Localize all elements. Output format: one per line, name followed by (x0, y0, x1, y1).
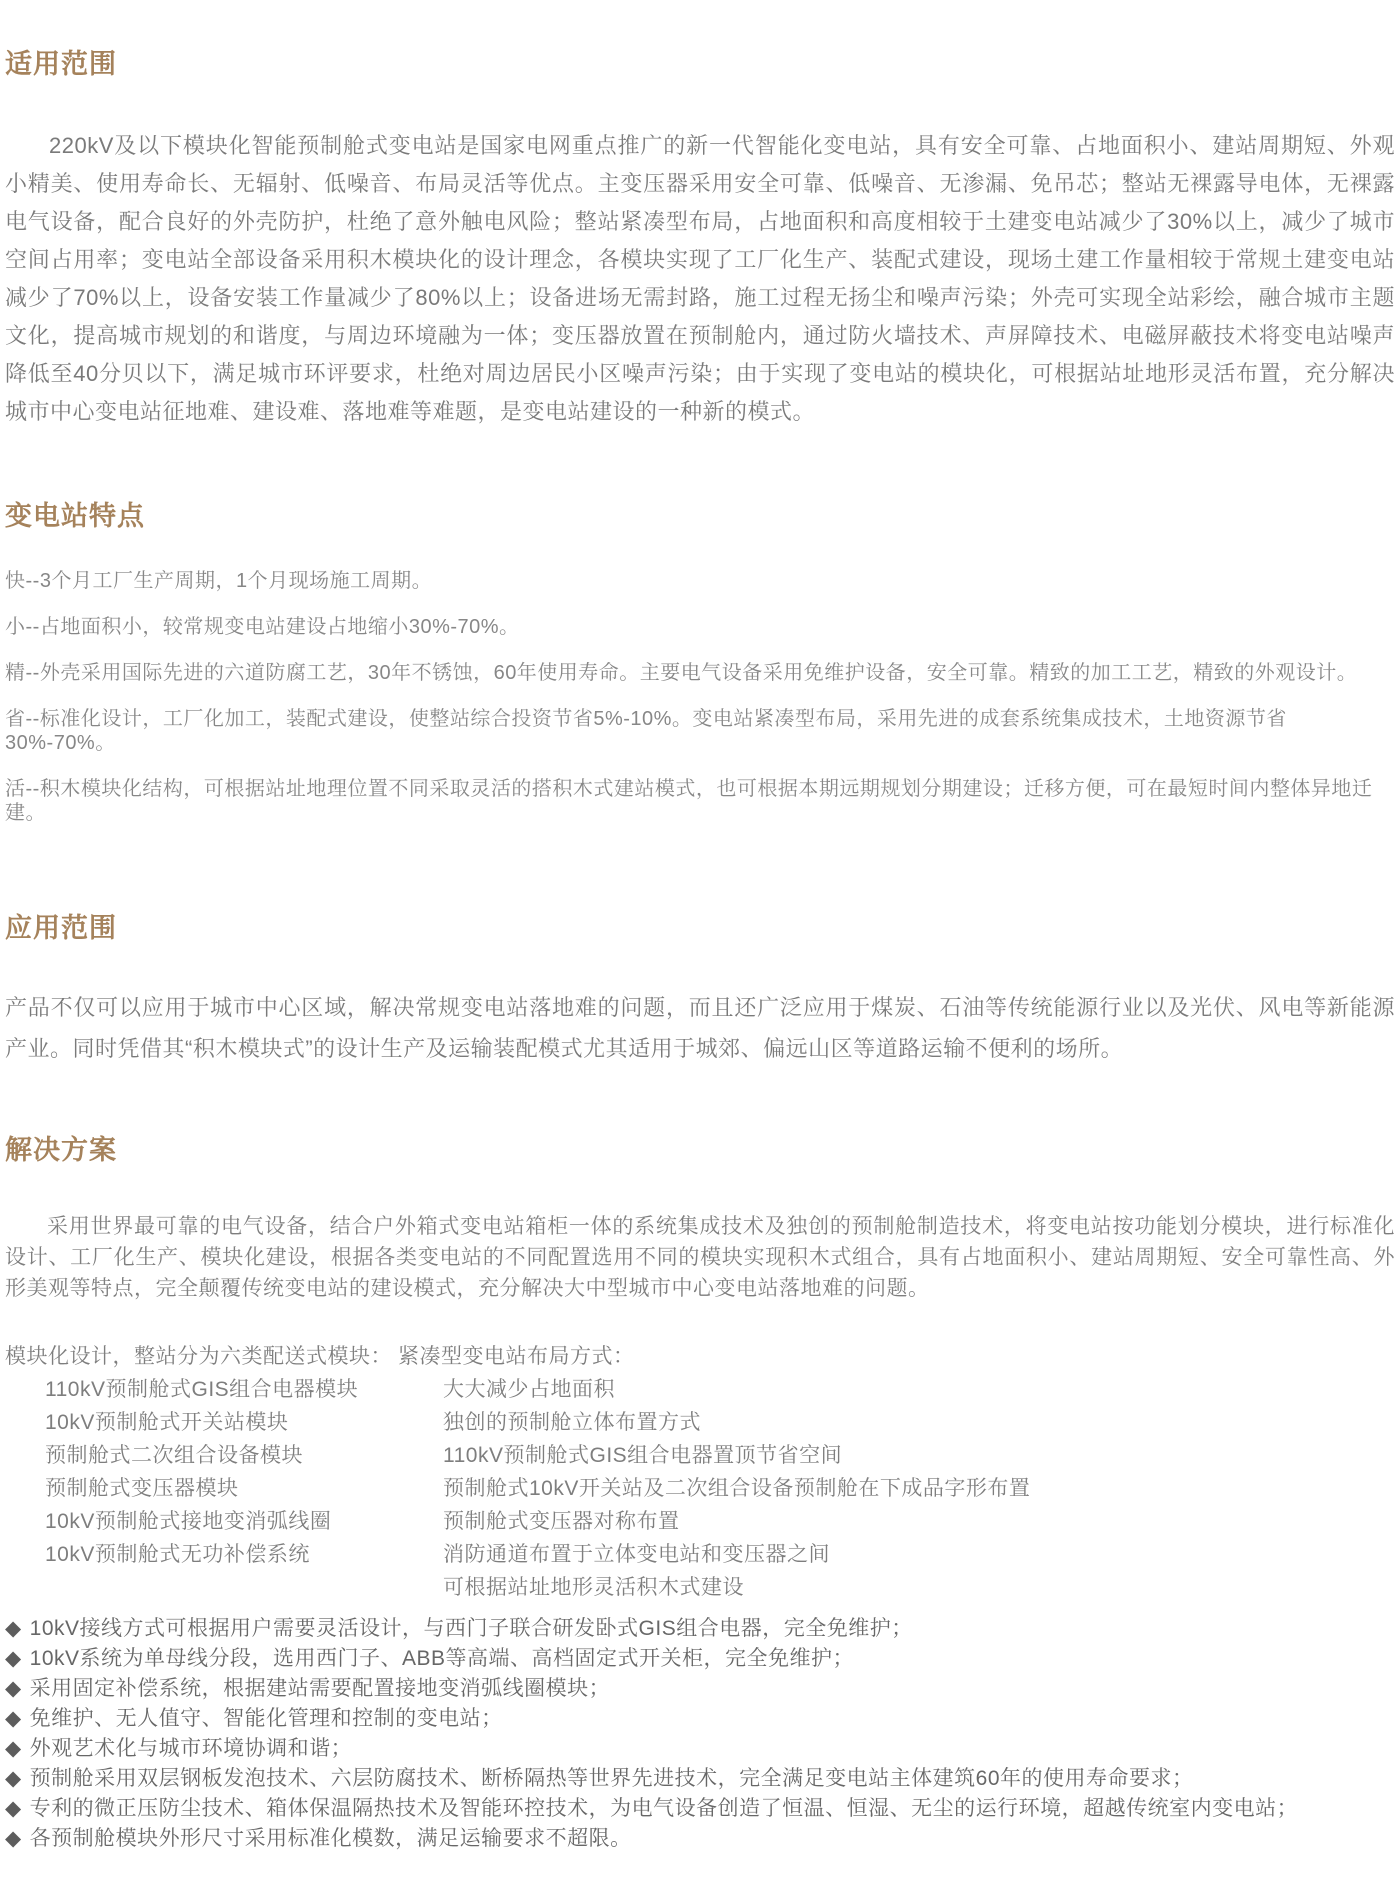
layout-header: 紧凑型变电站布局方式： (398, 1345, 635, 1369)
grid-row (5, 1571, 1395, 1604)
solution-point (5, 1734, 1395, 1764)
grid-row (5, 1472, 1395, 1505)
solution-point-text: 预制舱采用双层钢板发泡技术、六层防腐技术、断桥隔热等世界先进技术，完全满足变电站主体建筑60年的使用寿命要求； (29, 1767, 1194, 1791)
section-title-solution: 解决方案 (5, 1135, 117, 1166)
module-item-empty (5, 1571, 398, 1604)
solution-point (5, 1674, 1395, 1704)
feature-item-saving: 省--标准化设计，工厂化加工，装配式建设，使整站综合投资节省5%-10%。变电站紧凑型布局，采用先进的成套系统集成技术，土地资源节省30%-70%。 (5, 708, 1287, 755)
section-title-scope: 适用范围 (5, 49, 117, 80)
solution-point-text: 采用固定补偿系统，根据建站需要配置接地变消弧线圈模块； (29, 1677, 611, 1701)
module-item: 110kV预制舱式GIS组合电器模块 (45, 1378, 359, 1402)
layout-item: 预制舱式10kV开关站及二次组合设备预制舱在下成品字形布置 (443, 1477, 1031, 1501)
solution-point (5, 1794, 1395, 1824)
features-list (5, 569, 1395, 825)
solution-points-list (5, 1614, 1395, 1854)
solution-point-text: 各预制舱模块外形尺寸采用标准化模数，满足运输要求不超限。 (29, 1827, 632, 1851)
feature-item-fine: 精--外壳采用国际先进的六道防腐工艺，30年不锈蚀，60年使用寿命。主要电气设备采用免维护设备，安全可靠。精致的加工工艺，精致的外观设计。 (5, 662, 1358, 685)
diamond-bullet-icon: ◆ (5, 1767, 22, 1791)
feature-item-small: 小--占地面积小，较常规变电站建设占地缩小30%-70%。 (5, 616, 520, 639)
application-paragraph: 产品不仅可以应用于城市中心区域，解决常规变电站落地难的问题，而且还广泛应用于煤炭、石油等传统能源行业以及光伏、风电等新能源产业。同时凭借其“积木模块式”的设计生产及运输装配模式尤其适用于城郊、偏远山区等道路运输不便利的场所。 (5, 995, 1395, 1062)
module-item: 预制舱式二次组合设备模块 (45, 1444, 303, 1468)
feature-item-fast: 快--3个月工厂生产周期，1个月现场施工周期。 (5, 570, 433, 593)
solution-point-text: 免维护、无人值守、智能化管理和控制的变电站； (29, 1707, 503, 1731)
grid-row (5, 1406, 1395, 1439)
grid-row (5, 1538, 1395, 1571)
layout-item: 可根据站址地形灵活积木式建设 (443, 1576, 744, 1600)
grid-row (5, 1505, 1395, 1538)
grid-row (5, 1373, 1395, 1406)
diamond-bullet-icon: ◆ (5, 1737, 22, 1761)
diamond-bullet-icon: ◆ (5, 1797, 22, 1821)
solution-point (5, 1614, 1395, 1644)
section-title-features: 变电站特点 (5, 501, 145, 532)
solution-point-text: 10kV系统为单母线分段，选用西门子、ABB等高端、高档固定式开关柜，完全免维护； (29, 1647, 855, 1671)
diamond-bullet-icon: ◆ (5, 1647, 22, 1671)
section-title-application: 应用范围 (5, 913, 117, 944)
feature-item-flexible: 活--积木模块化结构，可根据站址地理位置不同采取灵活的搭积木式建站模式，也可根据本期远期规划分期建设；迁移方便，可在最短时间内整体异地迁建。 (5, 778, 1373, 825)
diamond-bullet-icon: ◆ (5, 1677, 22, 1701)
solution-point (5, 1704, 1395, 1734)
modules-header: 模块化设计，整站分为六类配送式模块： (5, 1345, 392, 1369)
solution-point (5, 1644, 1395, 1674)
layout-item: 110kV预制舱式GIS组合电器置顶节省空间 (443, 1444, 843, 1468)
scope-paragraph: 220kV及以下模块化智能预制舱式变电站是国家电网重点推广的新一代智能化变电站，具有安全可靠、占地面积小、建站周期短、外观小精美、使用寿命长、无辐射、低噪音、布局灵活等优点。主变压器采用安全可靠、低噪音、无渗漏、免吊芯；整站无裸露导电体，无裸露电气设备，配合良好的外壳防护，杜绝了意外触电风险；整站紧凑型布局，占地面积和高度相较于土建变电站减少了30%以上，减少了城市空间占用率；变电站全部设备采用积木模块化的设计理念，各模块实现了工厂化生产、装配式建设，现场土建工作量相较于常规土建变电站减少了70%以上，设备安装工作量减少了80%以上；设备进场无需封路，施工过程无扬尘和噪声污染；外壳可实现全站彩绘，融合城市主题文化，提高城市规划的和谐度，与周边环境融为一体；变压器放置在预制舱内，通过防火墙技术、声屏障技术、电磁屏蔽技术将变电站噪声降低至40分贝以下，满足城市环评要求，杜绝对周边居民小区噪声污染；由于实现了变电站的模块化，可根据站址地形灵活布置，充分解决城市中心变电站征地难、建设难、落地难等难题，是变电站建设的一种新的模式。 (5, 133, 1395, 425)
modules-layout-grid (5, 1340, 1395, 1604)
module-item: 10kV预制舱式接地变消弧线圈 (45, 1510, 332, 1534)
diamond-bullet-icon: ◆ (5, 1827, 22, 1851)
module-item: 预制舱式变压器模块 (45, 1477, 239, 1501)
grid-row (5, 1439, 1395, 1472)
layout-item: 大大减少占地面积 (443, 1378, 615, 1402)
solution-point-text: 外观艺术化与城市环境协调和谐； (29, 1737, 353, 1761)
solution-point-text: 10kV接线方式可根据用户需要灵活设计，与西门子联合研发卧式GIS组合电器，完全免维护； (29, 1617, 913, 1641)
solution-point (5, 1824, 1395, 1854)
solution-point-text: 专利的微正压防尘技术、箱体保温隔热技术及智能环控技术，为电气设备创造了恒温、恒湿、无尘的运行环境，超越传统室内变电站； (29, 1797, 1299, 1821)
layout-item: 独创的预制舱立体布置方式 (443, 1411, 701, 1435)
module-item: 10kV预制舱式无功补偿系统 (45, 1543, 310, 1567)
layout-item: 预制舱式变压器对称布置 (443, 1510, 680, 1534)
layout-item: 消防通道布置于立体变电站和变压器之间 (443, 1543, 830, 1567)
diamond-bullet-icon: ◆ (5, 1707, 22, 1731)
solution-point (5, 1764, 1395, 1794)
module-item: 10kV预制舱式开关站模块 (45, 1411, 289, 1435)
solution-paragraph: 采用世界最可靠的电气设备，结合户外箱式变电站箱柜一体的系统集成技术及独创的预制舱制造技术，将变电站按功能划分模块，进行标准化设计、工厂化生产、模块化建设，根据各类变电站的不同配置选用不同的模块实现积木式组合，具有占地面积小、建站周期短、安全可靠性高、外形美观等特点，完全颠覆传统变电站的建设模式，充分解决大中型城市中心变电站落地难的问题。 (5, 1215, 1395, 1301)
grid-header-row (5, 1340, 1395, 1373)
diamond-bullet-icon: ◆ (5, 1617, 22, 1641)
